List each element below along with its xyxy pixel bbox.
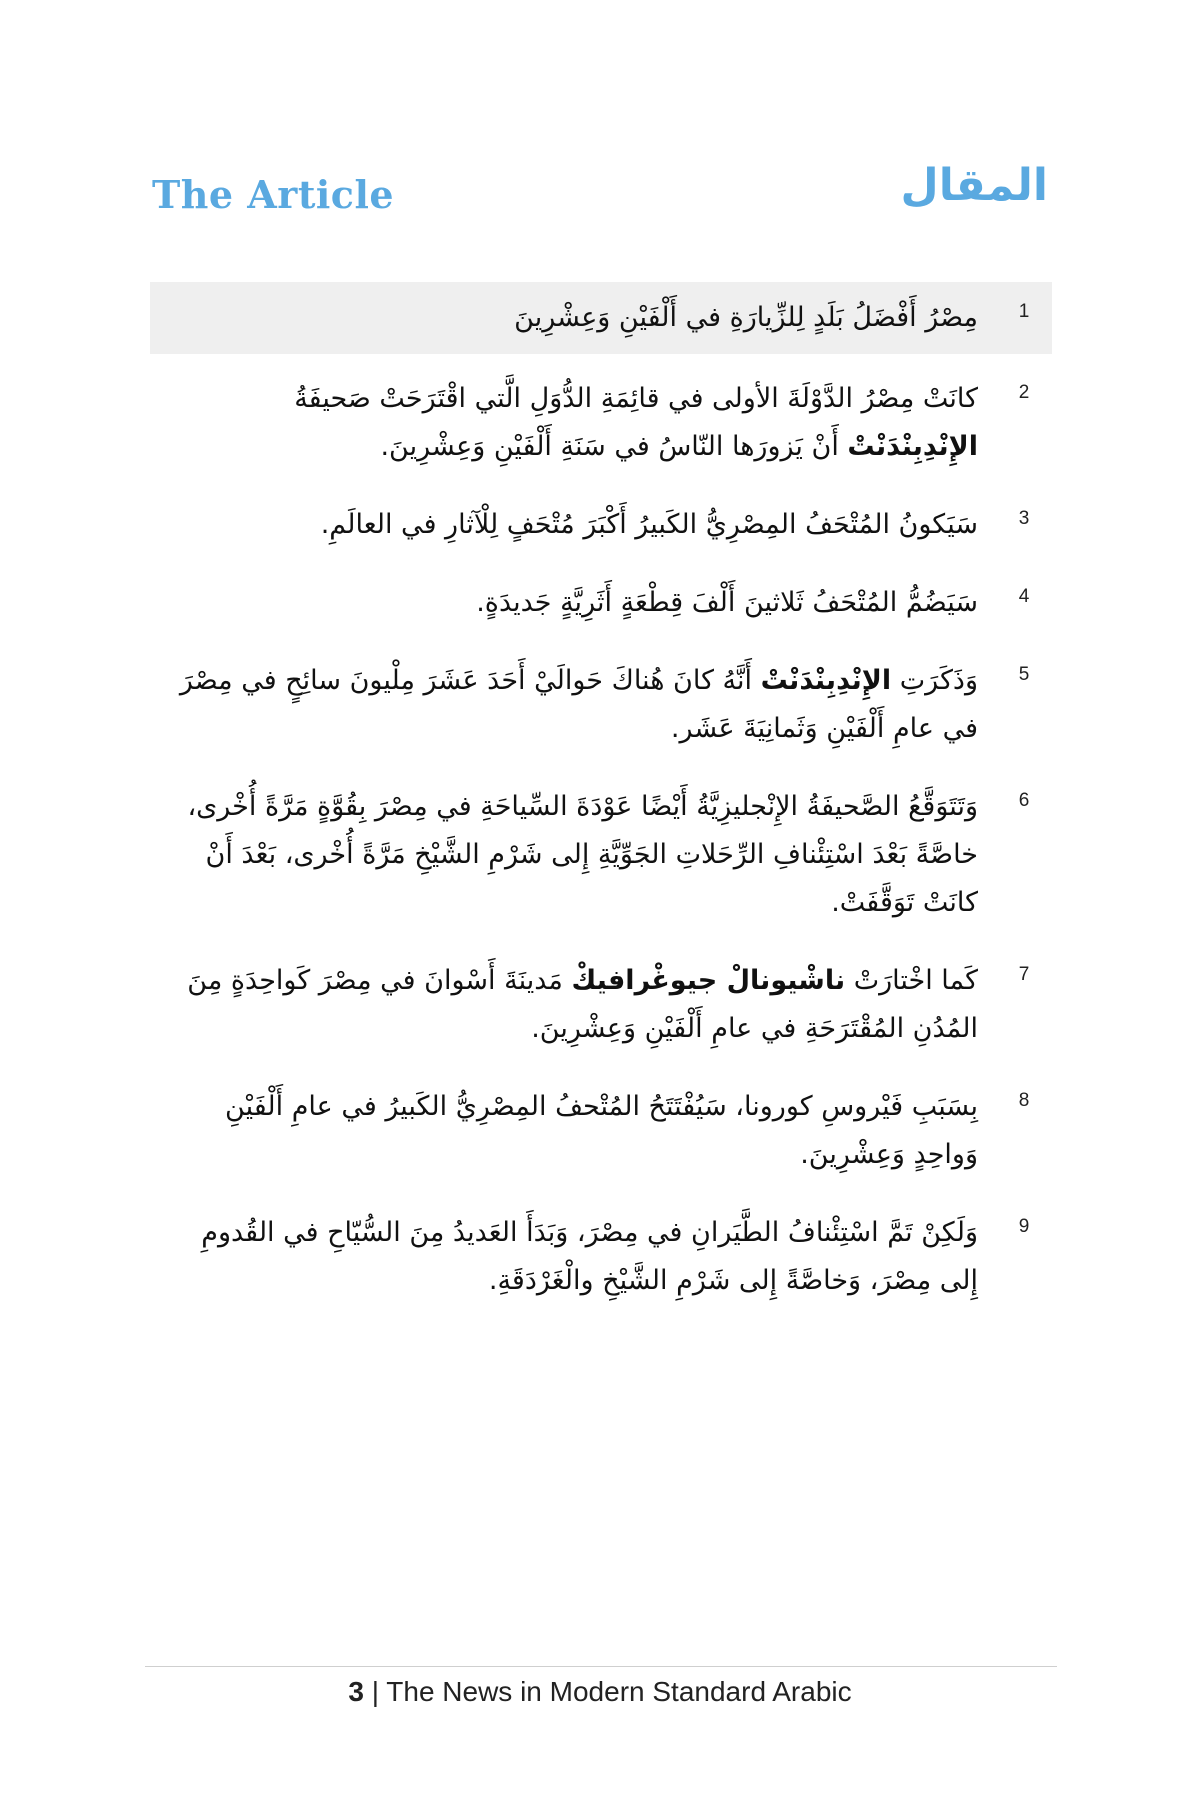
sentence-row [150, 366, 1052, 480]
sentence-number: 3 [1018, 508, 1030, 529]
sentence-text [150, 375, 996, 471]
sentence-number: 8 [1018, 1090, 1030, 1111]
heading-arabic: المقال [900, 160, 1048, 211]
sentence-row [150, 648, 1052, 762]
sentence-text [150, 783, 996, 927]
sentence-fragment: مِصْرُ أَفْضَلُ بَلَدٍ لِلزِّيارَةِ في أَلْفَيْنِ وَعِشْرِينَ [514, 302, 978, 333]
sentence-number: 2 [1018, 382, 1030, 403]
sentence-fragment: بِسَبَبِ فَيْروسِ كورونا، سَيُفْتَتَحُ المُتْحفُ المِصْرِيُّ الكَبيرُ في عامِ أَلْفَيْنِ وَواحِدٍ وَعِشْرِينَ. [225, 1091, 978, 1170]
sentence-fragment: وَتَتَوَقَّعُ الصَّحيفَةُ الإِنْجليزِيَّةُ أَيْضًا عَوْدَةَ السِّياحَةِ في مِصْرَ بِقُوَّةٍ مَرَّةً أُخْرى، خاصَّةً بَعْدَ اسْتِئْنافِ الرِّحَلاتِ الجَوِّيَّةِ إِلى شَرْمِ الشَّيْخِ مَرَّةً أُخْرى، بَعْدَ أَنْ كانَتْ تَوَقَّفَتْ. [187, 791, 978, 918]
sentence-row [150, 282, 1052, 354]
heading-english: The Article [152, 172, 395, 217]
sentence-text [150, 657, 996, 753]
sentence-text [150, 501, 996, 549]
sentence-row [150, 1074, 1052, 1188]
sentence-row [150, 1200, 1052, 1314]
sentence-number: 1 [1018, 301, 1030, 322]
sentence-number: 7 [1018, 964, 1030, 985]
sentence-text [150, 1209, 996, 1305]
sentence-row [150, 774, 1052, 936]
sentence-bold-term: الإِنْدِبِنْدَنْتْ [760, 665, 892, 696]
sentence-fragment: أَنْ يَزورَها النّاسُ في سَنَةِ أَلْفَيْنِ وَعِشْرِينَ. [380, 431, 848, 462]
footer-divider [145, 1666, 1057, 1667]
sentence-text [150, 579, 996, 627]
footer-separator: | [363, 1676, 387, 1707]
sentence-fragment: أَنَّهُ كانَ هُناكَ حَوالَيْ أَحَدَ عَشَرَ مِلْيونَ سائِحٍ في مِصْرَ في عامِ أَلْفَيْنِ وَثَمانِيَةَ عَشَر. [179, 665, 978, 744]
sentence-fragment: وَذَكَرَتِ [891, 665, 978, 696]
sentence-fragment: كَما اخْتارَتْ [845, 965, 978, 996]
sentence-number: 6 [1018, 790, 1030, 811]
sentence-fragment: سَيَضُمُّ المُتْحَفُ ثَلاثينَ أَلْفَ قِطْعَةٍ أَثَرِيَّةٍ جَديدَةٍ. [476, 587, 978, 618]
sentence-number: 4 [1018, 586, 1030, 607]
book-title: The News in Modern Standard Arabic [386, 1676, 852, 1707]
sentence-row [150, 570, 1052, 636]
sentence-bold-term: ناشْيونالْ جيوغْرافيكْ [571, 965, 846, 996]
sentence-number: 9 [1018, 1216, 1030, 1237]
sentence-row [150, 492, 1052, 558]
sentence-fragment: كانَتْ مِصْرُ الدَّوْلَةَ الأولى في قائِمَةِ الدُّوَلِ الَّتي اقْتَرَحَتْ صَحيفَةُ [294, 383, 978, 414]
sentence-row [150, 948, 1052, 1062]
sentence-bold-term: الإِنْدِبِنْدَنْتْ [847, 431, 978, 462]
sentence-text [150, 1083, 996, 1179]
sentence-text [150, 957, 996, 1053]
sentence-number: 5 [1018, 664, 1030, 685]
article-list [150, 282, 1052, 1314]
page-number: 3 [348, 1676, 364, 1707]
footer [0, 1672, 1200, 1712]
sentence-text [150, 294, 996, 342]
sentence-fragment: وَلَكِنْ تَمَّ اسْتِئْنافُ الطَّيَرانِ في مِصْرَ، وَبَدَأَ العَديدُ مِنَ السُّيّاحِ في القُدومِ إِلى مِصْرَ، وَخاصَّةً إِلى شَرْمِ الشَّيْخِ والْغَرْدَقَةِ. [201, 1217, 978, 1296]
sentence-fragment: سَيَكونُ المُتْحَفُ المِصْرِيُّ الكَبيرُ أَكْبَرَ مُتْحَفٍ لِلْآثارِ في العالَمِ. [320, 509, 978, 540]
sentence-fragment: مَدينَةَ أَسْوانَ في مِصْرَ كَواحِدَةٍ مِنَ المُدُنِ المُقْتَرَحَةِ في عامِ أَلْفَيْنِ وَعِشْرِينَ. [187, 965, 978, 1044]
